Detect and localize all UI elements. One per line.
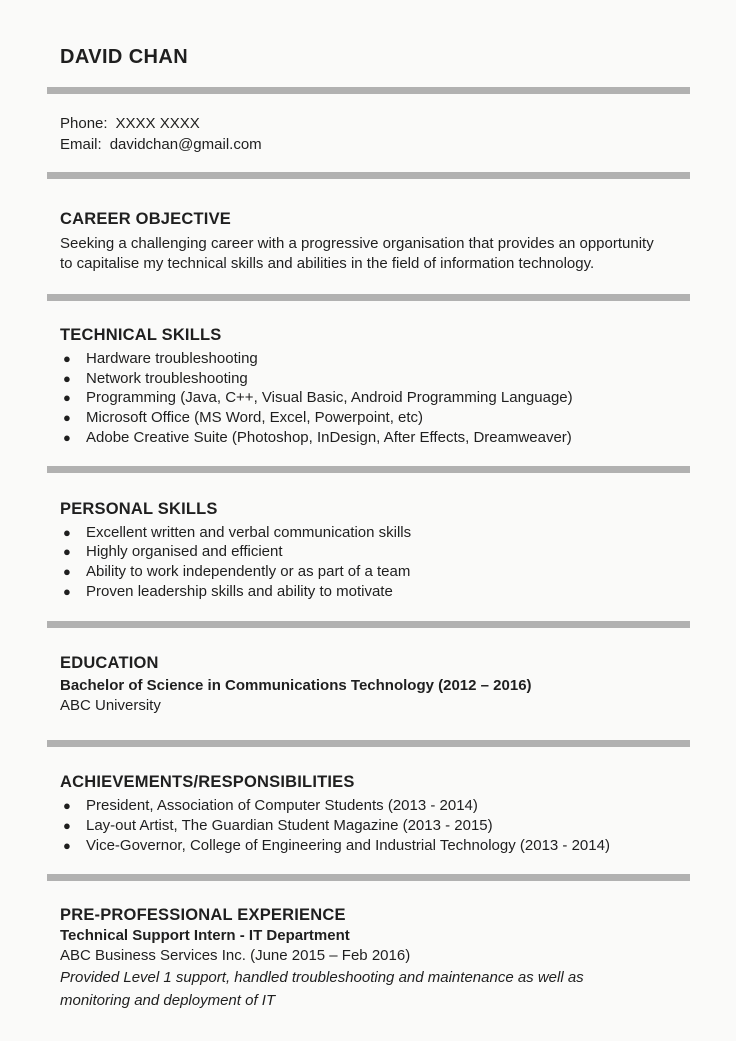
contact-block	[60, 113, 690, 155]
section-divider	[47, 621, 690, 628]
list-item-text: Proven leadership skills and ability to motivate	[86, 582, 393, 600]
section-divider	[47, 294, 690, 301]
section-career-objective	[60, 208, 690, 274]
section-divider	[47, 172, 690, 179]
bullet-icon: ●	[63, 563, 71, 579]
education-heading: EDUCATION	[60, 654, 159, 673]
section-experience	[60, 904, 690, 1012]
list-item-text: Network troubleshooting	[86, 369, 248, 387]
bullet-icon: ●	[63, 818, 71, 834]
career-objective-heading: CAREER OBJECTIVE	[60, 210, 231, 228]
list-item-text: Vice-Governor, College of Engineering and Industrial Technology (2013 - 2014)	[86, 836, 610, 854]
phone-row	[60, 113, 690, 134]
experience-role: Technical Support Intern - IT Department	[60, 927, 350, 945]
list-item	[60, 582, 680, 602]
list-item	[60, 388, 680, 408]
section-divider	[47, 466, 690, 473]
section-divider	[47, 740, 690, 747]
email-value: davidchan@gmail.com	[109, 136, 262, 153]
email-row	[60, 134, 690, 155]
experience-description: Provided Level 1 support, handled troubleshooting and maintenance as well as monitoring and deployment of IT	[60, 969, 584, 1010]
experience-heading: PRE-PROFESSIONAL EXPERIENCE	[60, 906, 346, 925]
list-item	[60, 796, 680, 816]
list-item-text: Excellent written and verbal communication skills	[86, 523, 412, 541]
list-item	[60, 369, 680, 389]
section-achievements	[60, 771, 690, 855]
career-objective-body: Seeking a challenging career with a progressive organisation that provides an opportunity to capitalise my technical skills and abilities in the field of information technology.	[60, 235, 654, 272]
list-item	[60, 542, 680, 562]
bullet-icon: ●	[63, 524, 71, 540]
achievements-heading: ACHIEVEMENTS/RESPONSIBILITIES	[60, 773, 355, 792]
personal-skills-heading: PERSONAL SKILLS	[60, 499, 218, 518]
bullet-icon: ●	[63, 837, 71, 853]
list-item-text: Microsoft Office (MS Word, Excel, Powerpoint, etc)	[86, 409, 424, 427]
section-education	[60, 652, 690, 715]
bullet-icon: ●	[63, 583, 71, 599]
list-item	[60, 523, 680, 543]
list-item-text: Programming (Java, C++, Visual Basic, Android Programming Language)	[86, 389, 573, 407]
resume-name: DAVID CHAN	[60, 46, 189, 68]
list-item	[60, 428, 680, 448]
bullet-icon: ●	[63, 798, 71, 814]
personal-skills-list	[60, 523, 690, 602]
section-divider	[47, 87, 690, 94]
list-item	[60, 562, 680, 582]
section-technical-skills	[60, 324, 690, 448]
list-item-text: Lay-out Artist, The Guardian Student Magazine (2013 - 2015)	[86, 817, 493, 835]
achievements-list	[60, 796, 690, 855]
list-item-text: President, Association of Computer Students (2013 - 2014)	[86, 797, 478, 815]
technical-skills-heading: TECHNICAL SKILLS	[60, 326, 222, 344]
phone-label: Phone:	[60, 115, 108, 132]
section-personal-skills	[60, 498, 690, 602]
education-school: ABC University	[60, 696, 161, 714]
experience-company: ABC Business Services Inc. (June 2015 – Feb 2016)	[60, 946, 411, 964]
bullet-icon: ●	[63, 410, 71, 426]
section-divider	[47, 874, 690, 881]
bullet-icon: ●	[63, 429, 71, 445]
list-item	[60, 349, 680, 369]
list-item-text: Hardware troubleshooting	[86, 350, 258, 367]
technical-skills-list	[60, 349, 690, 448]
bullet-icon: ●	[63, 370, 71, 386]
bullet-icon: ●	[63, 351, 71, 366]
list-item-text: Ability to work independently or as part of a team	[86, 562, 411, 580]
bullet-icon: ●	[63, 544, 71, 560]
bullet-icon: ●	[63, 390, 71, 406]
list-item-text: Highly organised and efficient	[86, 543, 283, 561]
email-label: Email:	[60, 136, 102, 153]
list-item-text: Adobe Creative Suite (Photoshop, InDesign, After Effects, Dreamweaver)	[86, 428, 572, 446]
list-item	[60, 816, 680, 836]
phone-value: XXXX XXXX	[115, 115, 200, 132]
list-item	[60, 408, 680, 428]
education-degree: Bachelor of Science in Communications Technology (2012 – 2016)	[60, 677, 532, 695]
list-item	[60, 836, 680, 856]
